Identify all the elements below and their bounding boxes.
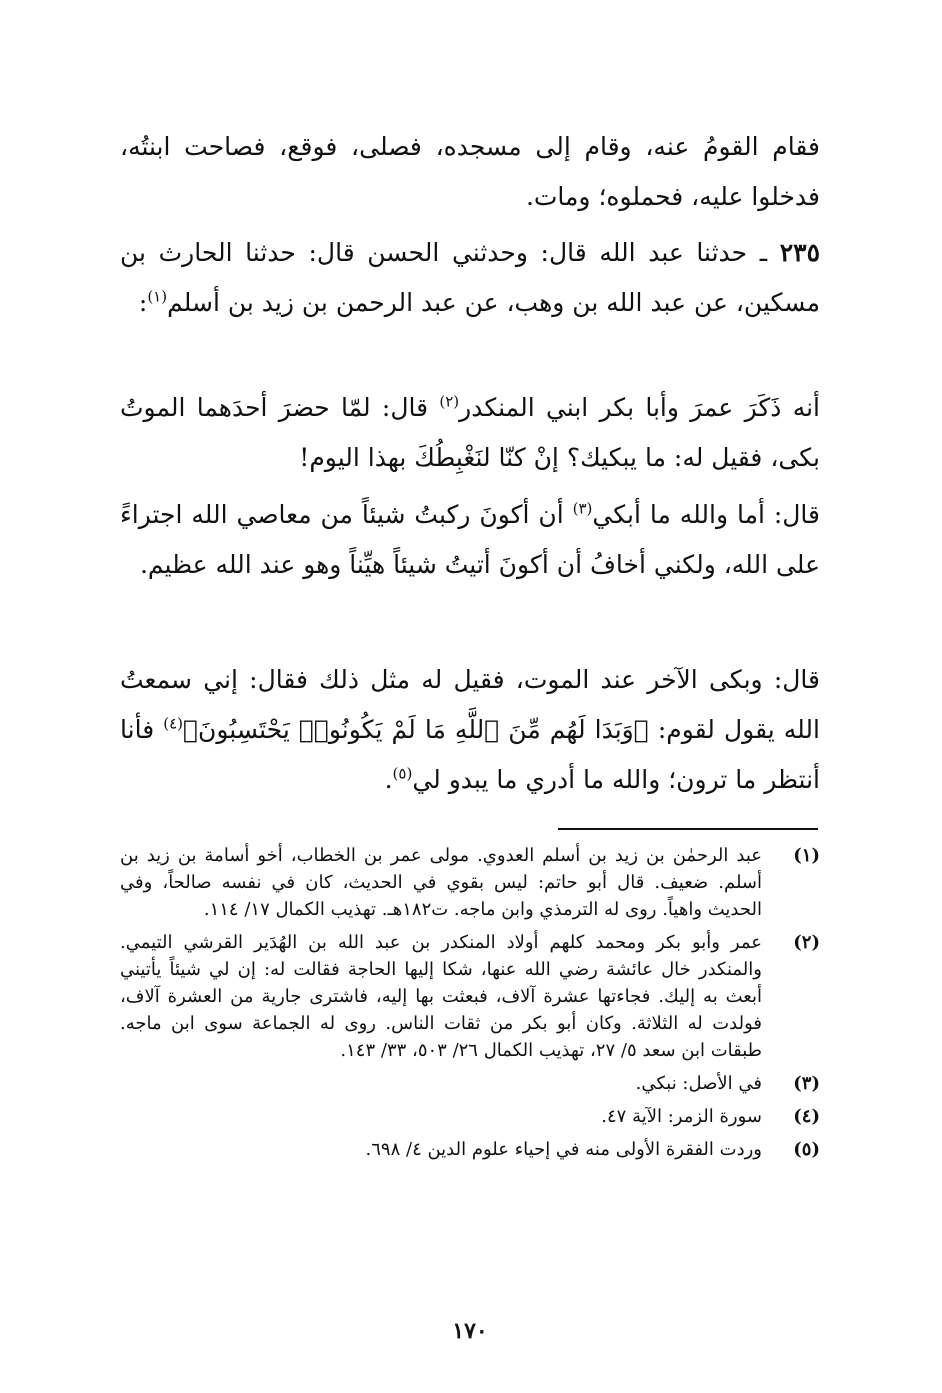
- footnote-number: (٥): [793, 1139, 820, 1160]
- footnote-number: (٤): [793, 1106, 820, 1127]
- footnote-text: عبد الرحمٰن بن زيد بن أسلم العدوي. مولى عمر بن الخطاب، أخو أسامة بن زيد بن أسلم. ضعيف. قال أبو حاتم: ليس بقوي في الحديث، كان في نفسه صالحاً، وفي الحديث واهياً. روى له الترمذي وابن ماجه. ت١٨٢هـ. تهذيب الكمال ١٧/ ١١٤.: [120, 845, 762, 920]
- footnote-text: في الأصل: نبكي.: [635, 1073, 762, 1094]
- paragraph-2-end: :: [138, 288, 148, 317]
- footnote-3: [120, 1070, 820, 1097]
- footnote-number: (٣): [793, 1073, 820, 1094]
- hadith-number: ٢٣٥: [779, 238, 821, 267]
- footnote-1: [120, 842, 820, 923]
- paragraph-1: [120, 122, 820, 222]
- paragraph-hadith-235: [120, 228, 820, 328]
- paragraph-5-end: .: [384, 765, 393, 794]
- footnote-ref-3[interactable]: (٣): [572, 499, 593, 518]
- paragraph-4-text-b: أن أكونَ ركبتُ شيئاً من معاصي الله اجتراءً على الله، ولكني أخافُ أن أكونَ أتيتُ شيئاً هيِّناً وهو عند الله عظيم.: [120, 500, 820, 579]
- paragraph-2-text: ـ حدثنا عبد الله قال: وحدثني الحسن قال: حدثنا الحارث بن مسكين، عن عبد الله بن وهب، عن عبد الرحمن بن زيد بن أسلم: [120, 238, 820, 317]
- footnote-number: (٢): [793, 932, 820, 953]
- footnote-divider: [558, 828, 818, 830]
- footnote-2: [120, 929, 820, 1064]
- paragraph-4-text-a: قال: أما والله ما أبكي: [592, 500, 820, 529]
- footnote-number: (١): [793, 845, 820, 866]
- footnote-text: سورة الزمر: الآية ٤٧.: [601, 1106, 762, 1127]
- footnote-text: وردت الفقرة الأولى منه في إحياء علوم الدين ٤/ ٦٩٨.: [365, 1139, 762, 1160]
- paragraph-4: [120, 490, 820, 590]
- paragraph-5-text-a: قال: وبكى الآخر عند الموت، فقيل له مثل ذلك فقال: إني سمعتُ الله يقول لقوم: ﴿وَبَدَا لَهُم مِّنَ ٱللَّهِ مَا لَمْ يَكُونُوا۟ يَحْتَسِبُونَ﴾: [120, 665, 820, 744]
- footnote-ref-5[interactable]: (٥): [392, 764, 413, 783]
- footnote-ref-2[interactable]: (٢): [439, 392, 460, 411]
- footnote-4: [120, 1103, 820, 1130]
- footnote-5: [120, 1136, 820, 1163]
- paragraph-3: [120, 383, 820, 483]
- paragraph-5-text-b: فأنا أنتظر ما ترون؛ والله ما أدري ما يبدو لي: [120, 715, 820, 794]
- paragraph-1-text: فقام القومُ عنه، وقام إلى مسجده، فصلى، فوقع، فصاحت ابنتُه، فدخلوا عليه، فحملوه؛ ومات.: [120, 132, 820, 211]
- footnotes-section: [120, 842, 820, 1169]
- paragraph-3-text-a: أنه ذَكَرَ عمرَ وأبا بكر ابني المنكدر: [459, 393, 821, 422]
- page-number: ١٧٠: [452, 1318, 488, 1344]
- paragraph-3-text-b: قال: لمّا حضرَ أحدَهما الموتُ بكى، فقيل له: ما يبكيك؟ إنْ كنّا لنَغْبِطُكَ بهذا اليوم!: [120, 393, 820, 472]
- footnote-ref-4[interactable]: (٤): [163, 714, 184, 733]
- footnote-ref-1[interactable]: (١): [147, 287, 168, 306]
- footnote-text: عمر وأبو بكر ومحمد كلهم أولاد المنكدر بن عبد الله بن الهُدَير القرشي التيمي. والمنكدر خال عائشة رضي الله عنها، شكا إليها الحاجة فقالت له: إن لي شيئاً يأتيني أبعث به إليك. فجاءتها عشرة آلاف، فبعثت بها إليه، فاشترى جارية من العشرة آلاف، فولدت له الثلاثة. وكان أبو بكر من ثقات الناس. روى له الجماعة سوى ابن ماجه. طبقات ابن سعد ٥/ ٢٧، تهذيب الكمال ٢٦/ ٥٠٣، ٣٣/ ١٤٣.: [120, 932, 762, 1061]
- paragraph-5: [120, 655, 820, 805]
